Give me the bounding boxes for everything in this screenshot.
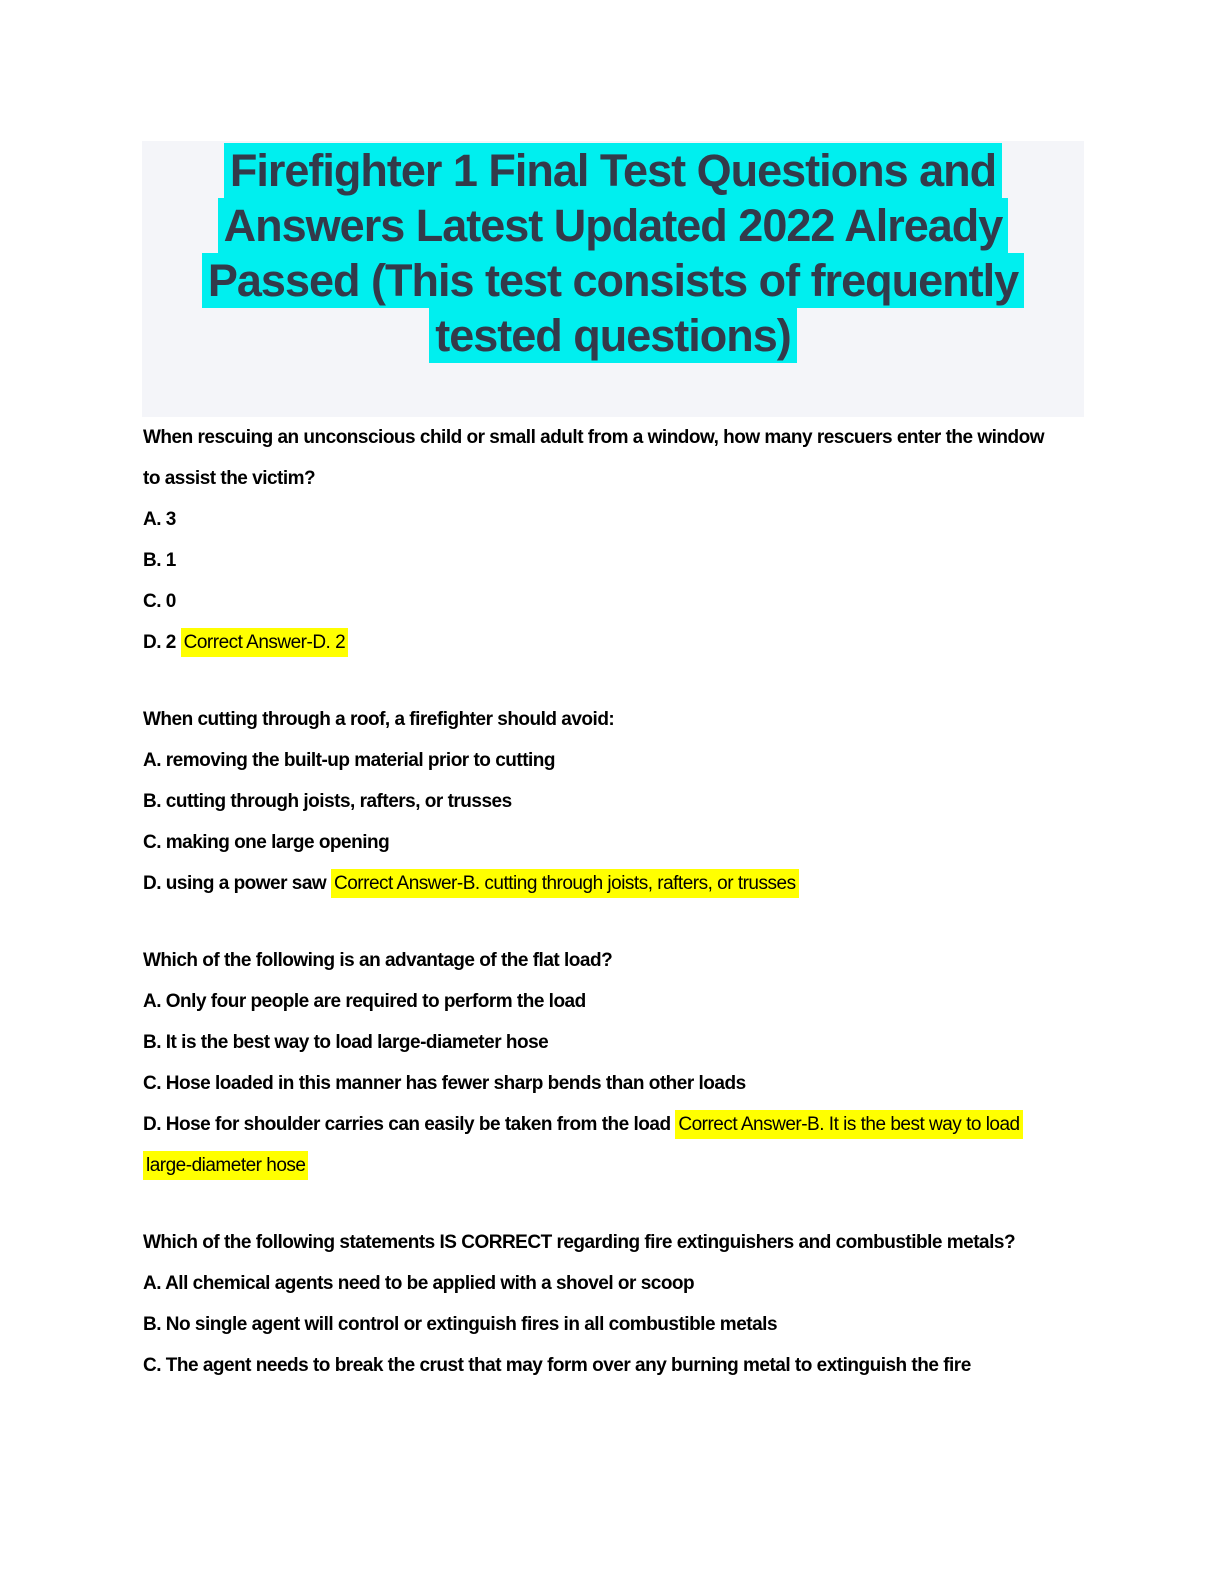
question-text: C. 0 bbox=[143, 591, 176, 612]
title-highlight: Firefighter 1 Final Test Questions and bbox=[224, 143, 1002, 198]
question-text: A. Only four people are required to perform the load bbox=[143, 991, 586, 1012]
question-text: When rescuing an unconscious child or small adult from a window, how many rescuers enter the window bbox=[143, 427, 1045, 448]
question-line bbox=[143, 417, 1083, 458]
question-line bbox=[143, 1104, 1083, 1145]
question-line bbox=[143, 1145, 1083, 1186]
question-line bbox=[143, 822, 1083, 863]
question-text: to assist the victim? bbox=[143, 468, 316, 489]
question-text: A. removing the built-up material prior to cutting bbox=[143, 750, 556, 771]
document-header bbox=[142, 141, 1084, 417]
correct-answer-highlight: Correct Answer-B. It is the best way to load bbox=[675, 1110, 1022, 1139]
correct-answer-highlight: Correct Answer-B. cutting through joists, rafters, or trusses bbox=[331, 869, 799, 898]
question-line bbox=[143, 499, 1083, 540]
question-text: Which of the following statements IS CORRECT regarding fire extinguishers and combustible metals? bbox=[143, 1232, 1016, 1253]
question-line bbox=[143, 1304, 1083, 1345]
question-text: D. using a power saw bbox=[143, 873, 331, 894]
question-text: D. 2 bbox=[143, 632, 181, 653]
document-title-line bbox=[142, 198, 1084, 253]
document-title-line bbox=[142, 308, 1084, 363]
question-line bbox=[143, 540, 1083, 581]
question-block bbox=[143, 417, 1083, 663]
question-text: A. All chemical agents need to be applied with a shovel or scoop bbox=[143, 1273, 695, 1294]
question-block bbox=[143, 940, 1083, 1186]
question-line bbox=[143, 458, 1083, 499]
question-line bbox=[143, 699, 1083, 740]
title-highlight: tested questions) bbox=[429, 308, 797, 363]
question-text: B. 1 bbox=[143, 550, 176, 571]
question-line bbox=[143, 581, 1083, 622]
question-line bbox=[143, 1022, 1083, 1063]
question-text: Which of the following is an advantage of the flat load? bbox=[143, 950, 613, 971]
question-line bbox=[143, 1222, 1083, 1263]
question-line bbox=[143, 622, 1083, 663]
correct-answer-highlight: large-diameter hose bbox=[143, 1151, 308, 1180]
question-line bbox=[143, 1263, 1083, 1304]
question-line bbox=[143, 781, 1083, 822]
question-block bbox=[143, 699, 1083, 904]
question-text: B. cutting through joists, rafters, or trusses bbox=[143, 791, 512, 812]
question-text: When cutting through a roof, a firefighter should avoid: bbox=[143, 709, 615, 730]
question-line bbox=[143, 863, 1083, 904]
question-line bbox=[143, 940, 1083, 981]
question-line bbox=[143, 740, 1083, 781]
title-highlight: Answers Latest Updated 2022 Already bbox=[218, 198, 1009, 253]
question-text: A. 3 bbox=[143, 509, 176, 530]
question-text: B. No single agent will control or extinguish fires in all combustible metals bbox=[143, 1314, 778, 1335]
title-highlight: Passed (This test consists of frequently bbox=[202, 253, 1024, 308]
question-line bbox=[143, 1063, 1083, 1104]
question-line bbox=[143, 981, 1083, 1022]
question-line bbox=[143, 1345, 1083, 1386]
question-text: C. making one large opening bbox=[143, 832, 390, 853]
correct-answer-highlight: Correct Answer-D. 2 bbox=[181, 628, 349, 657]
question-block bbox=[143, 1222, 1083, 1386]
question-text: C. The agent needs to break the crust that may form over any burning metal to extinguish the fire bbox=[143, 1355, 971, 1376]
question-list bbox=[143, 417, 1083, 1422]
question-text: B. It is the best way to load large-diameter hose bbox=[143, 1032, 549, 1053]
document-title-line bbox=[142, 253, 1084, 308]
document-title-line bbox=[142, 143, 1084, 198]
question-text: D. Hose for shoulder carries can easily be taken from the load bbox=[143, 1114, 676, 1135]
question-text: C. Hose loaded in this manner has fewer sharp bends than other loads bbox=[143, 1073, 746, 1094]
